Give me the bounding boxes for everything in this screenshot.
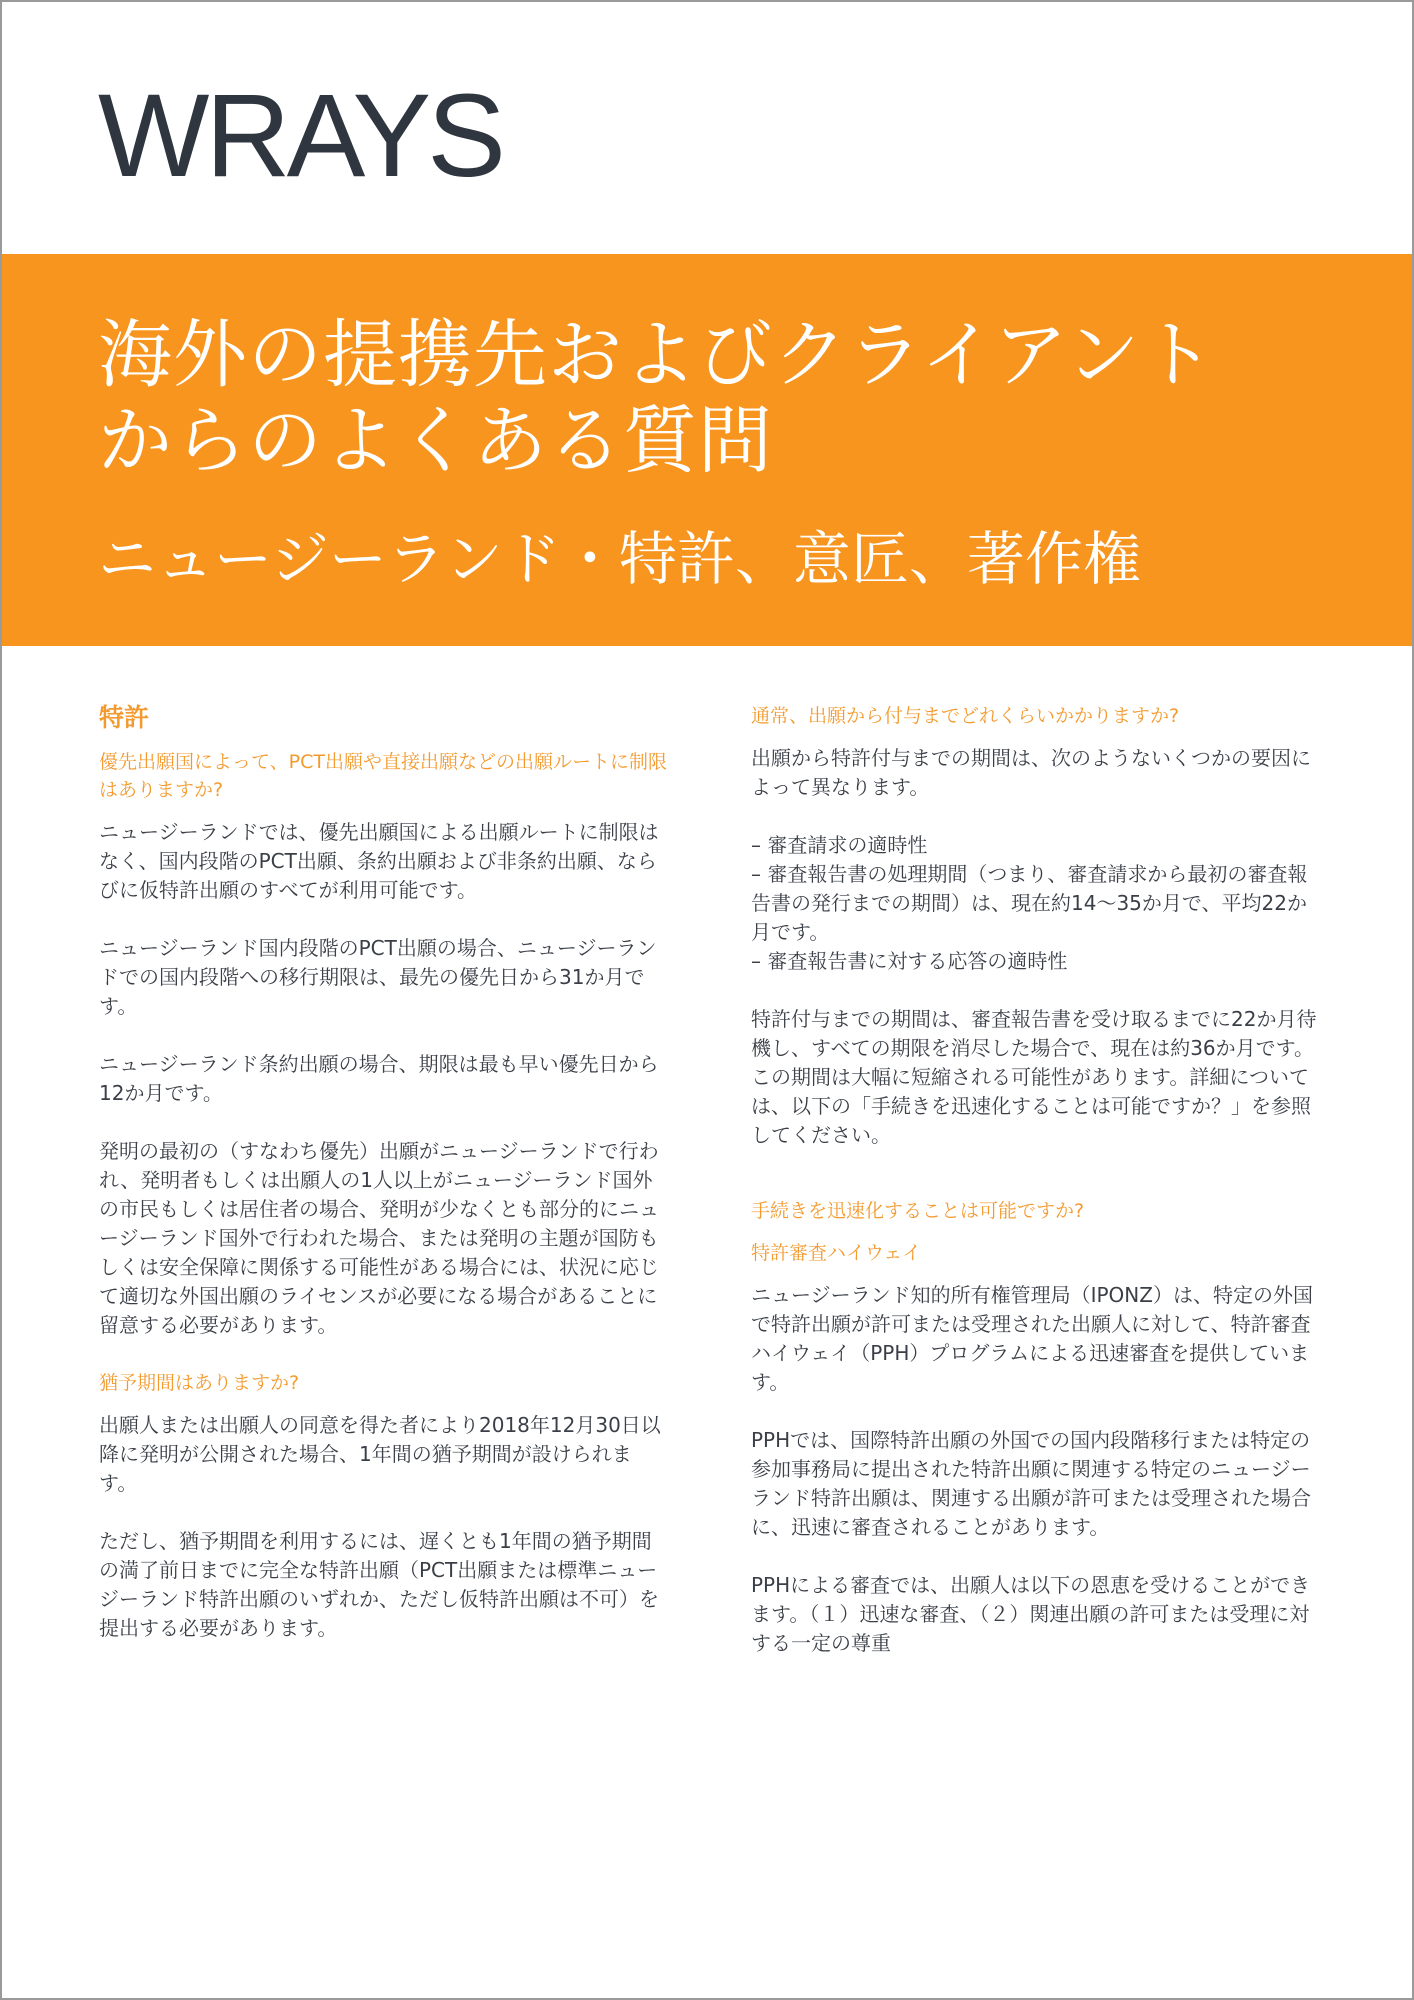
paragraph: PPHでは、国際特許出願の外国での国内段階移行または特定の参加事務局に提出された特許出願に関連する特定のニュージーランド特許出願は、関連する出願が許可または受理された場合に、迅速に審査されることがあります。 — [751, 1428, 1311, 1539]
list-item: – 審査報告書に対する応答の適時性 — [751, 949, 1068, 973]
section-heading-patent: 特許 — [99, 703, 150, 732]
title-banner — [2, 254, 1412, 646]
title-line-1: 海外の提携先およびクライアント — [98, 312, 1216, 398]
factor-list — [751, 831, 1319, 976]
subheading-pph: 特許審査ハイウェイ — [751, 1242, 922, 1264]
wrays-logo — [98, 86, 530, 184]
question-expedite: 手続きを迅速化することは可能ですか? — [751, 1200, 1085, 1222]
paragraph: ニュージーランド国内段階のPCT出願の場合、ニュージーランドでの国内段階への移行期限は、最先の優先日から31か月です。 — [99, 936, 657, 1018]
question-grace-period: 猶予期間はありますか? — [99, 1372, 300, 1394]
paragraph: 出願から特許付与までの期間は、次のようないくつかの要因によって異なります。 — [751, 746, 1311, 799]
left-column — [99, 702, 667, 1672]
page-title — [98, 312, 1348, 484]
paragraph: ニュージーランド条約出願の場合、期限は最も早い優先日から12か月です。 — [99, 1052, 659, 1105]
list-item: – 審査報告書の処理期間（つまり、審査請求から最初の審査報告書の発行までの期間）は、現在約14〜35か月で、平均22か月です。 — [751, 862, 1308, 944]
svg-text:WRAYS: WRAYS — [98, 86, 502, 184]
question-grant-time: 通常、出願から付与までどれくらいかかりますか? — [751, 705, 1180, 727]
paragraph: 出願人または出願人の同意を得た者により2018年12月30日以降に発明が公開された場合、1年間の猶予期間が設けられます。 — [99, 1413, 661, 1495]
paragraph: ニュージーランド知的所有権管理局（IPONZ）は、特定の外国で特許出願が許可または受理された出願人に対して、特許審査ハイウェイ（PPH）プログラムによる迅速審査を提供しています。 — [751, 1283, 1313, 1394]
right-column — [751, 702, 1319, 1687]
question-filing-route: 優先出願国によって、PCT出願や直接出願などの出願ルートに制限はありますか? — [99, 751, 667, 801]
list-item: – 審査請求の適時性 — [751, 833, 928, 857]
page-subtitle: ニュージーランド・特許、意匠、著作権 — [98, 525, 1141, 593]
title-line-2: からのよくある質問 — [98, 398, 773, 484]
paragraph: 発明の最初の（すなわち優先）出願がニュージーランドで行われ、発明者もしくは出願人の1人以上がニュージーランド国外の市民もしくは居住者の場合、発明が少なくとも部分的にニュージーランド国外で行われた場合、または発明の主題が国防もしくは安全保障に関係する可能性がある場合には、状況に応じて適切な外国出願のライセンスが必要になる場合があることに留意する必要があります。 — [99, 1139, 659, 1337]
paragraph: ニュージーランドでは、優先出願国による出願ルートに制限はなく、国内段階のPCT出願、条約出願および非条約出願、ならびに仮特許出願のすべてが利用可能です。 — [99, 820, 659, 902]
paragraph: ただし、猶予期間を利用するには、遅くとも1年間の猶予期間の満了前日までに完全な特許出願（PCT出願または標準ニュージーランド特許出願のいずれか、ただし仮特許出願は不可）を提出する必要があります。 — [99, 1529, 659, 1640]
paragraph: PPHによる審査では、出願人は以下の恩恵を受けることができます。（１）迅速な審査、（２）関連出願の許可または受理に対する一定の尊重 — [751, 1573, 1311, 1655]
paragraph: 特許付与までの期間は、審査報告書を受け取るまでに22か月待機し、すべての期限を消尽した場合で、現在は約36か月です。この期間は大幅に短縮される可能性があります。詳細については、以下の「手続きを迅速化することは可能ですか？」を参照してください。 — [751, 1007, 1317, 1147]
